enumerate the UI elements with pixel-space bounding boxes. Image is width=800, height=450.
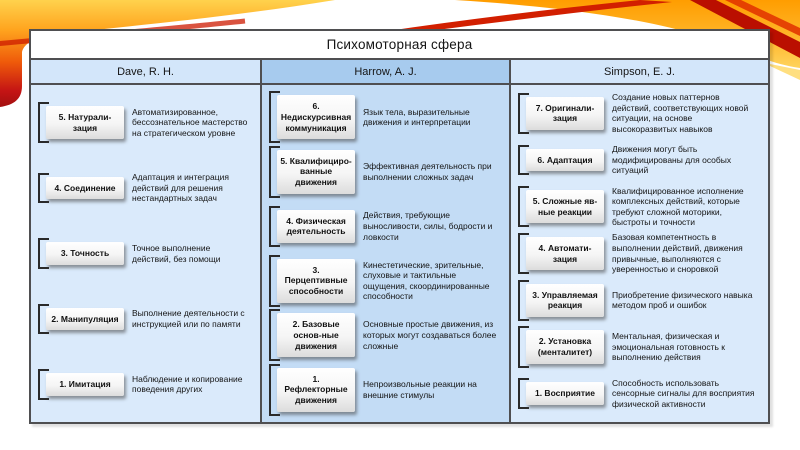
level-label: 3. Перцептивные способности [277,259,355,303]
level-description: Автоматизированное, бессознательное мастерство на стратегическом уровне [132,106,248,138]
level-row [269,363,505,418]
psychomotor-table [29,29,770,424]
level-label: 2. Манипуляция [46,308,124,331]
level-row [38,155,256,220]
table-title: Психомоторная сфера [31,31,768,60]
level-row [269,145,505,200]
level-row [518,277,764,324]
level-row [269,90,505,145]
column-header-dave: Dave, R. H. [31,60,262,83]
level-description: Действия, требующие выносливости, силы, бодрости и ловкости [363,210,493,242]
level-label-box [518,280,606,321]
level-label: 7. Оригинали-зация [526,97,604,130]
level-row [38,352,256,417]
level-description: Наблюдение и копирование поведения других [132,373,243,395]
level-label-box [38,173,126,204]
level-label-box [518,93,606,134]
level-label: 4. Соединение [46,177,124,200]
level-label: 4. Физическая деятельность [277,210,355,243]
level-label-box [518,326,606,367]
level-description: Движения могут быть модифицированы для особых ситуаций [612,144,732,176]
level-label-box [38,304,126,335]
level-description: Создание новых паттернов действий, соответствующих новой ситуации, на основе высокоразвитых навыков [612,92,749,134]
level-label-box [518,145,606,176]
level-label-box [38,238,126,269]
level-row [518,324,764,371]
level-row [269,308,505,363]
column-simpson [511,85,768,422]
level-description: Непроизвольные реакции на внешние стимулы [363,379,477,400]
level-label: 6. Адаптация [526,149,604,172]
column-header-simpson: Simpson, E. J. [511,60,768,83]
level-label: 1. Имитация [46,373,124,396]
level-row [269,254,505,309]
level-label-box [269,364,357,416]
table-header-row [31,60,768,85]
level-label-box [269,309,357,361]
level-label: 2. Базовые основ-ные движения [277,313,355,357]
level-label: 5. Сложные яв-ные реакции [526,190,604,223]
level-label: 3. Управляемая реакция [526,284,604,317]
level-row [38,221,256,286]
level-label-box [269,255,357,307]
level-row [518,370,764,417]
level-label: 5. Натурали-зация [46,106,124,139]
table-body [31,85,768,422]
level-label: 4. Автомати-зация [526,237,604,270]
level-description: Кинестетические, зрительные, слуховые и тактильные ощущения, скоординированные способности [363,259,490,302]
level-label-box [518,186,606,227]
level-row [269,199,505,254]
level-label-box [269,91,357,143]
level-row [518,183,764,230]
level-description: Базовая компетентность в выполнении действий, движения привычные, выполняются с уверенностью и сноровкой [612,232,743,275]
level-label: 1. Рефлекторные движения [277,368,355,412]
level-label: 3. Точность [46,242,124,265]
level-label: 1. Восприятие [526,382,604,405]
level-label-box [518,233,606,274]
level-description: Квалифицированное исполнение комплексных действий, которые требуют сложной моторики, быстроты и точности [612,185,744,228]
level-description: Способность использовать сенсорные сигналы для восприятия физической активности [612,377,755,409]
level-description: Основные простые движения, из которых могут создаваться более сложные [363,319,497,351]
column-harrow [262,85,511,422]
level-label-box [269,146,357,198]
level-label-box [38,369,126,400]
level-label: 6. Недискурсивная коммуникация [277,95,355,139]
level-row [518,230,764,277]
column-header-harrow: Harrow, A. J. [262,60,511,83]
level-row [38,286,256,351]
level-row [518,137,764,184]
level-label: 5. Квалифициро-ванные движения [277,150,355,194]
level-label-box [38,102,126,143]
level-description: Точное выполнение действий, без помощи [132,242,221,264]
level-description: Язык тела, выразительные движения и интерпретации [363,106,471,128]
level-label-box [518,378,606,409]
level-row [38,90,256,155]
level-description: Эффективная деятельность при выполнении сложных задач [363,161,492,182]
level-row [518,90,764,137]
level-description: Ментальная, физическая и эмоциональная готовность к выполнению действия [612,331,726,363]
level-label: 2. Установка (менталитет) [526,330,604,363]
column-dave [31,85,262,422]
level-description: Выполнение деятельности с инструкцией или по памяти [132,308,245,329]
level-label-box [269,206,357,247]
level-description: Адаптация и интеграция действий для решения нестандартных задач [132,172,229,204]
level-description: Приобретение физического навыка методом проб и ошибок [612,289,753,311]
